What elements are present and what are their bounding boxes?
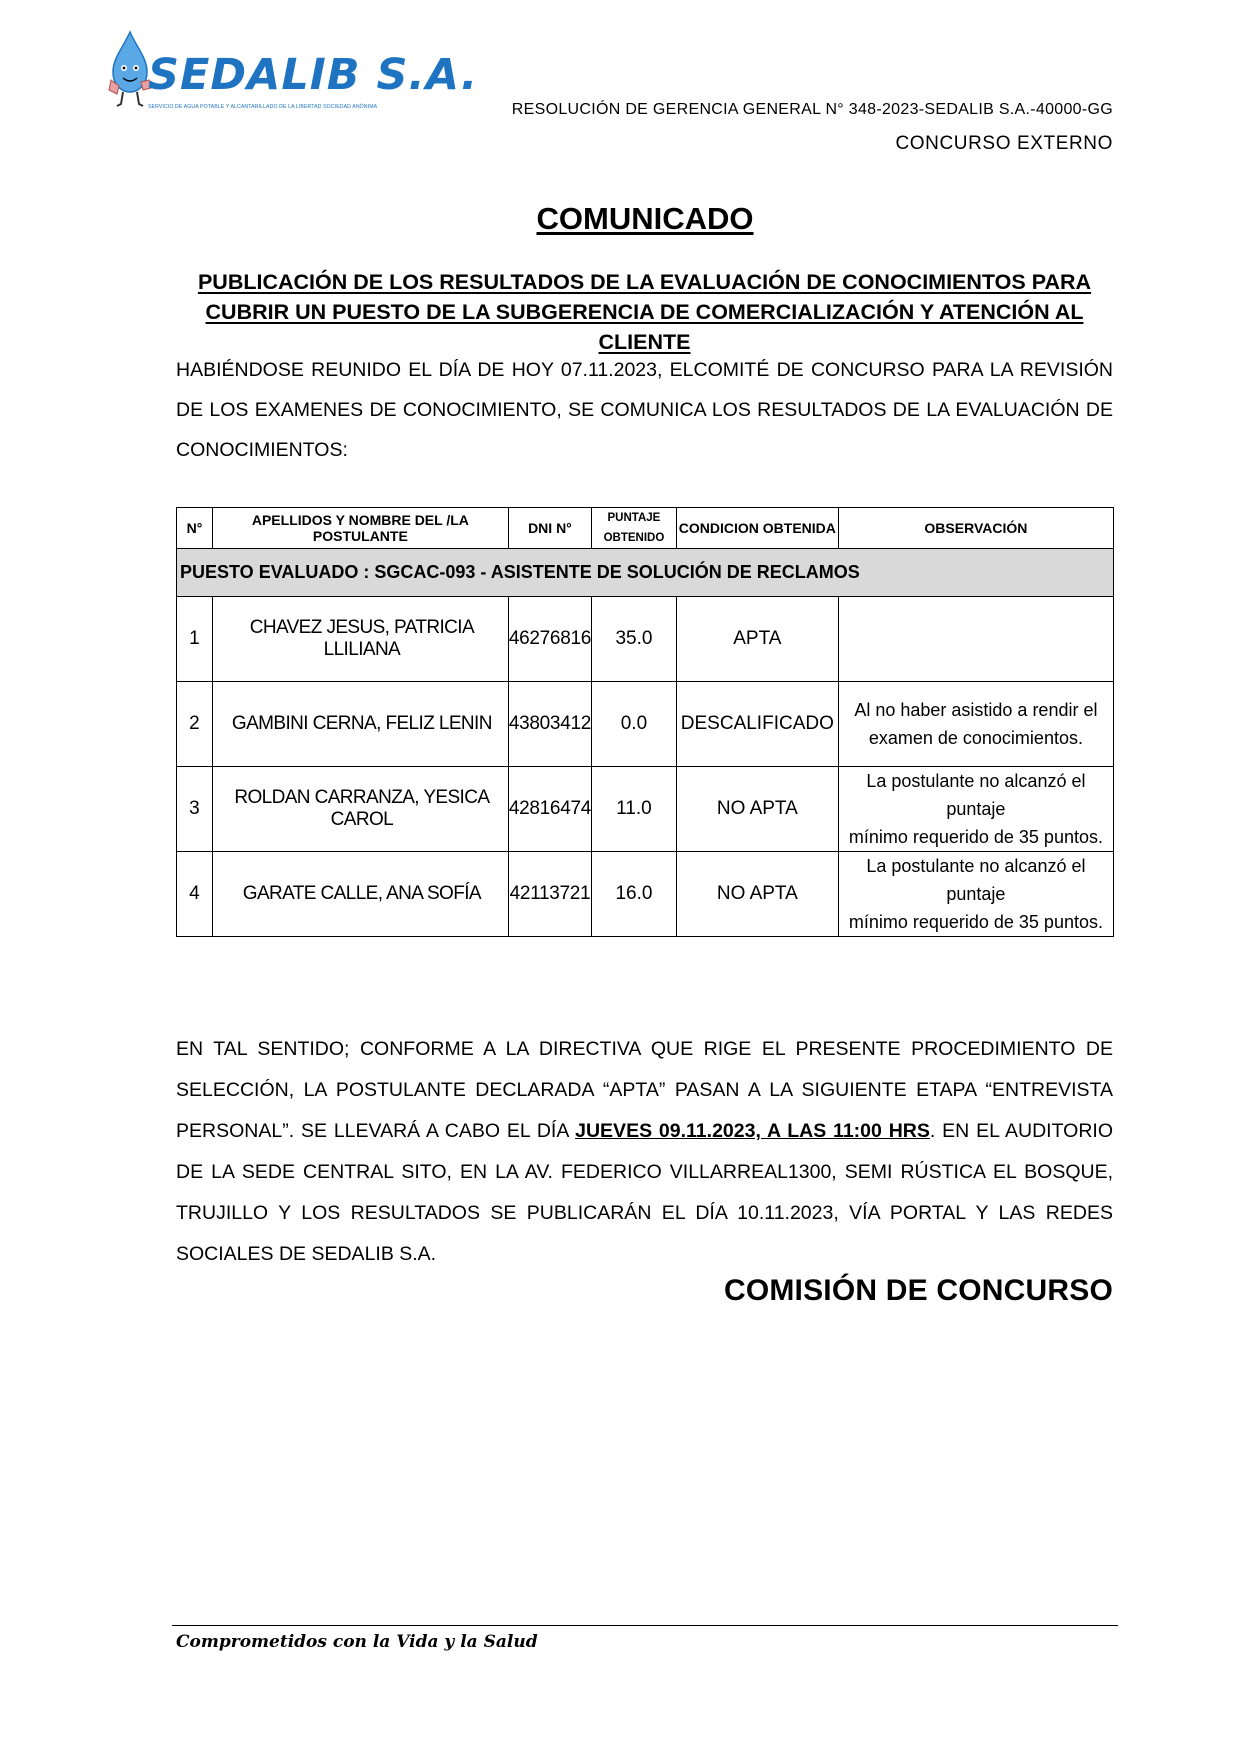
row-dni: 46276816: [508, 597, 591, 682]
logo-wordmark: SEDALIB S.A.: [148, 50, 479, 100]
header-condition: CONDICION OBTENIDA: [676, 508, 838, 549]
row-dni: 43803412: [508, 682, 591, 767]
row-observation-line2: examen de conocimientos.: [868, 728, 1083, 748]
row-dni: 42816474: [508, 767, 591, 852]
table-row: [177, 767, 1114, 852]
header-dni: DNI N°: [508, 508, 591, 549]
intro-paragraph: HABIÉNDOSE REUNIDO EL DÍA DE HOY 07.11.2023, ELCOMITÉ DE CONCURSO PARA LA REVISIÓN DE LOS EXAMENES DE CONOCIMIENTO, SE COMUNICA LOS RESULTADOS DE LA EVALUACIÓN DE CONOCIMIENTOS:: [176, 359, 1113, 461]
header-score-line2: OBTENIDO: [603, 532, 665, 544]
table-row: [177, 852, 1114, 937]
header-num: N°: [177, 508, 213, 549]
row-num: 1: [177, 597, 213, 682]
row-name: ROLDAN CARRANZA, YESICA CAROL: [212, 767, 508, 852]
results-table: [176, 507, 1114, 937]
row-num: 3: [177, 767, 213, 852]
row-condition: DESCALIFICADO: [676, 682, 838, 767]
row-score: 0.0: [592, 682, 677, 767]
header-score: [592, 508, 677, 549]
table-row: [177, 597, 1114, 682]
row-observation-line1: Al no haber asistido a rendir el: [854, 700, 1098, 720]
signature: COMISIÓN DE CONCURSO: [723, 1274, 1113, 1307]
row-num: 4: [177, 852, 213, 937]
row-condition: NO APTA: [676, 767, 838, 852]
closing-text-2: . EN EL AUDITORIO DE LA SEDE CENTRAL SITO, EN LA AV. FEDERICO VILLARREAL1300, SEMI RÚSTICA EL BOSQUE, TRUJILLO Y LOS RESULTADOS SE PUBLICARÁN EL DÍA 10.11.2023, VÍA PORTAL Y LAS REDES SOCIALES DE SEDALIB S.A.: [176, 1120, 1113, 1265]
row-observation: [838, 852, 1113, 937]
document-title: COMUNICADO: [536, 201, 754, 236]
footer-slogan: Comprometidos con la Vida y la Salud: [176, 1632, 538, 1652]
row-name: CHAVEZ JESUS, PATRICIA LLILIANA: [212, 597, 508, 682]
row-observation: [838, 767, 1113, 852]
section-label: PUESTO EVALUADO : SGCAC-093 - ASISTENTE DE SOLUCIÓN DE RECLAMOS: [177, 549, 1114, 597]
section-row: [177, 549, 1114, 597]
header-name: APELLIDOS Y NOMBRE DEL /LA POSTULANTE: [212, 508, 508, 549]
row-observation-line1: La postulante no alcanzó el puntaje: [866, 771, 1086, 819]
row-observation-line1: La postulante no alcanzó el puntaje: [866, 856, 1086, 904]
row-observation-line2: mínimo requerido de 35 puntos.: [848, 912, 1103, 932]
row-observation: [838, 597, 1113, 682]
row-observation: [838, 682, 1113, 767]
row-condition: APTA: [676, 597, 838, 682]
logo-tagline: SERVICIO DE AGUA POTABLE Y ALCANTARILLADO DE LA LIBERTAD SOCIEDAD ANÓNIMA: [148, 104, 378, 110]
row-score: 35.0: [592, 597, 677, 682]
row-observation-line2: mínimo requerido de 35 puntos.: [848, 827, 1103, 847]
resolution-number: RESOLUCIÓN DE GERENCIA GENERAL N° 348-2023-SEDALIB S.A.-40000-GG: [511, 101, 1113, 118]
row-score: 16.0: [592, 852, 677, 937]
row-score: 11.0: [592, 767, 677, 852]
header-observation: OBSERVACIÓN: [838, 508, 1113, 549]
document-subtitle: PUBLICACIÓN DE LOS RESULTADOS DE LA EVALUACIÓN DE CONOCIMIENTOS PARA CUBRIR UN PUESTO DE LA SUBGERENCIA DE COMERCIALIZACIÓN Y ATENCIÓN AL CLIENTE: [197, 270, 1092, 354]
contest-type: CONCURSO EXTERNO: [895, 133, 1113, 154]
row-name: GAMBINI CERNA, FELIZ LENIN: [212, 682, 508, 767]
interview-datetime: JUEVES 09.11.2023, A LAS 11:00 HRS: [575, 1120, 930, 1142]
closing-text-1: EN TAL SENTIDO; CONFORME A LA DIRECTIVA QUE RIGE EL PRESENTE PROCEDIMIENTO DE SELECCIÓN, LA POSTULANTE DECLARADA “APTA” PASAN A LA SIGUIENTE ETAPA “ENTREVISTA PERSONAL”. SE LLEVARÁ A CABO EL DÍA: [176, 1038, 1113, 1142]
footer-divider: [172, 1625, 1118, 1626]
row-num: 2: [177, 682, 213, 767]
closing-paragraph: [176, 1029, 1113, 1275]
table-header-row: [177, 508, 1114, 549]
row-name: GARATE CALLE, ANA SOFÍA: [212, 852, 508, 937]
row-condition: NO APTA: [676, 852, 838, 937]
header-score-line1: PUNTAJE: [607, 512, 661, 524]
table-row: [177, 682, 1114, 767]
row-dni: 42113721: [508, 852, 591, 937]
